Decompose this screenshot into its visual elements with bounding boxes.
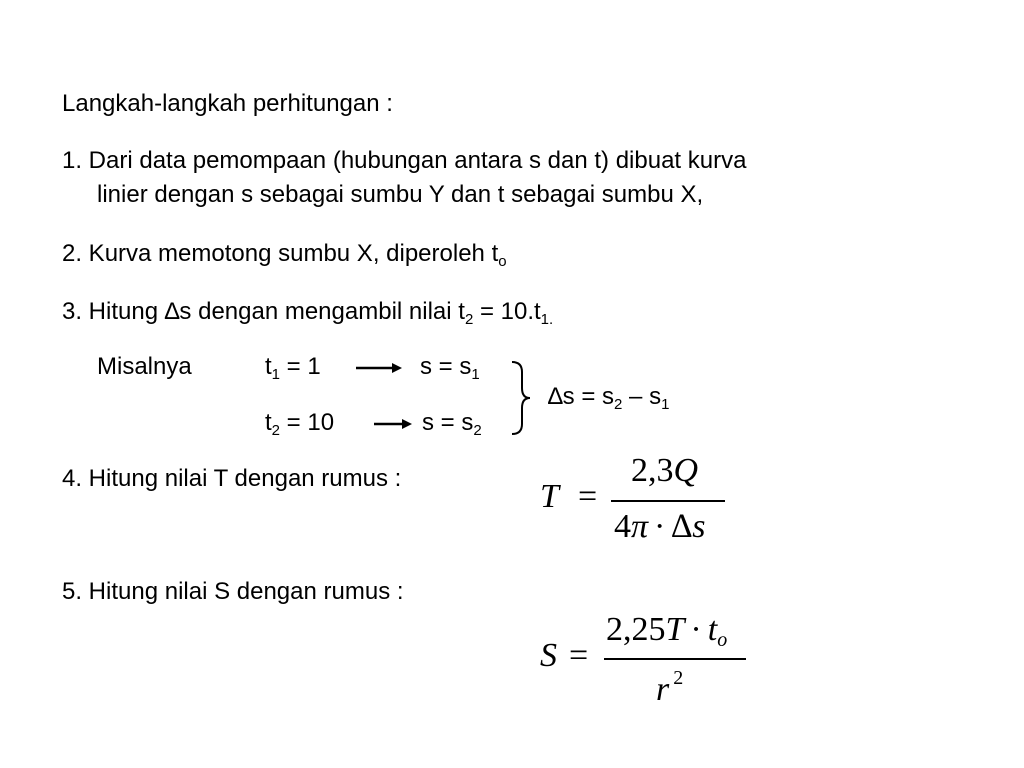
step3 (62, 298, 553, 326)
example-row1-t (265, 353, 321, 381)
var-s: s (692, 508, 706, 545)
formula-T-denominator (614, 508, 705, 546)
step1-line2: linier dengan s sebagai sumbu Y dan t sebagai sumbu X, (97, 181, 704, 208)
t-eq: = 1 (280, 353, 321, 380)
var-pi: π (631, 508, 649, 545)
formula-S-lhs (540, 637, 557, 675)
example-label: Misalnya (97, 353, 192, 380)
delta-symbol: ∆ (671, 508, 693, 545)
delta-s-result (548, 383, 669, 411)
var-S: S (540, 637, 557, 674)
step3-mid: s dengan mengambil nilai t (179, 298, 465, 325)
t-eq: = 10 (280, 409, 335, 436)
den-coef: 4 (614, 508, 631, 545)
result-a: ∆s = s (548, 383, 615, 410)
step3-sub-b: 1. (540, 311, 554, 328)
s-sub: 2 (473, 422, 482, 439)
fraction-bar (604, 658, 746, 660)
t-sub: 1 (271, 366, 281, 383)
num-coef: 2,25 (606, 611, 666, 648)
formula-S-denominator (656, 667, 683, 709)
t-sub: 2 (271, 422, 281, 439)
num-coef: 2,3 (631, 452, 674, 489)
right-arrow-icon (374, 416, 422, 432)
delta-symbol: ∆ (164, 298, 180, 325)
formula-T-eq: = (578, 478, 598, 515)
result-a-sub: 2 (614, 396, 623, 413)
heading: Langkah-langkah perhitungan : (62, 90, 393, 117)
var-Q: Q (673, 452, 699, 489)
t-symbol: t (265, 353, 272, 380)
step5-text: 5. Hitung nilai S dengan rumus : (62, 578, 404, 605)
var-r: r (656, 671, 670, 708)
example-row1-s (420, 353, 480, 381)
formula-T-lhs (540, 478, 559, 516)
formula-S-numerator (606, 611, 727, 652)
example-row2-t (265, 409, 334, 437)
result-b-sub: 1 (661, 396, 670, 413)
right-brace-icon (508, 360, 536, 436)
step3-sub-a: 2 (464, 311, 474, 328)
step2 (62, 240, 507, 268)
step2-sub: o (498, 253, 507, 270)
var-T: T (665, 611, 685, 648)
result-b: – s (622, 383, 662, 410)
var-o-sub: o (717, 629, 728, 651)
var-T: T (540, 478, 559, 515)
s-symbol: s = s (420, 353, 472, 380)
t-symbol: t (265, 409, 272, 436)
formula-S-eq: = (569, 637, 589, 674)
fraction-bar (611, 500, 725, 502)
step1-line1: 1. Dari data pemompaan (hubungan antara s dan t) dibuat kurva (62, 147, 747, 174)
example-row2-s (422, 409, 482, 437)
formula-T-numerator (631, 452, 698, 490)
step3-pre: 3. Hitung (62, 298, 165, 325)
step3-mid2: = 10.t (473, 298, 541, 325)
s-sub: 1 (471, 366, 480, 383)
var-t: t (707, 611, 718, 648)
right-arrow-icon (356, 360, 404, 376)
step4-text: 4. Hitung nilai T dengan rumus : (62, 465, 402, 492)
dot-operator: · (654, 508, 666, 545)
step2-text: 2. Kurva memotong sumbu X, diperoleh t (62, 240, 499, 267)
s-symbol: s = s (422, 409, 474, 436)
dot-operator: · (690, 611, 702, 648)
exponent: 2 (673, 667, 684, 689)
